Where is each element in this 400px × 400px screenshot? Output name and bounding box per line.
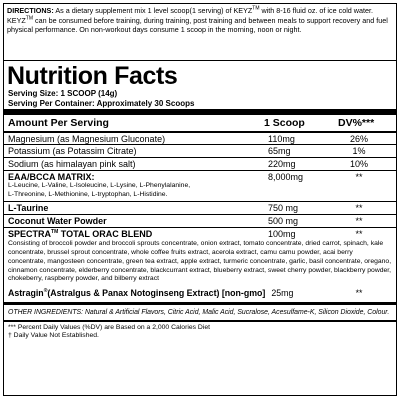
nutrient-name: Coconut Water Powder	[8, 216, 107, 227]
other-ingredients: OTHER INGREDIENTS: Natural & Artificial Flavors, Citric Acid, Malic Acid, Sucralose, Acesulfame-K, Silicon Dioxide, Colour.	[8, 309, 390, 317]
trademark-mark: TM	[252, 5, 260, 12]
serving-size: Serving Size: 1 SCOOP (14g)	[8, 89, 118, 98]
directions-text-c: can be consumed before training, during training, post training and between meals to support recovery and fuel physical performance. On non-workout days consume 1 scoop in the morning, noon or night.	[7, 15, 388, 35]
directions-text	[4, 4, 396, 61]
nutrient-name: Sodium (as himalayan pink salt)	[8, 159, 136, 169]
table-row	[4, 214, 396, 227]
eaa-matrix-row	[4, 170, 396, 201]
spectra-row	[4, 227, 396, 240]
nutrient-amount: 220mg	[268, 159, 296, 169]
nutrient-amount: 110mg	[268, 133, 295, 144]
spectra-amount: 100mg	[268, 229, 296, 240]
supplement-label	[3, 3, 397, 396]
nutrient-dv: 1%	[352, 146, 366, 156]
astragin-name: Astragin®(Astralgus & Panax Notoginseng Extract) [non-gmo]	[8, 288, 266, 299]
spectra-name: SPECTRA™ TOTAL ORAC BLEND	[8, 229, 153, 240]
directions-text-b: with 8-16 fluid oz. of ice cold water. KEYZ	[7, 6, 373, 25]
nutrient-amount: 750 mg	[268, 203, 299, 214]
footnote-daily-values: *** Percent Daily Values (%DV) are Based on a 2,000 Calories Diet	[8, 323, 210, 331]
header-dv: DV%***	[338, 117, 375, 129]
nutrient-name: L-Taurine	[8, 203, 49, 214]
nutrient-dv: 10%	[349, 159, 368, 169]
table-header	[4, 115, 396, 131]
astragin-row	[4, 286, 396, 302]
spectra-dv: **	[355, 229, 363, 240]
eaa-matrix-dv: **	[355, 172, 363, 182]
header-scoop: 1 Scoop	[264, 117, 305, 129]
directions-text-a: As a dietary supplement mix 1 level scoop(1 serving) of KEYZ	[53, 6, 253, 15]
table-row	[4, 131, 396, 144]
eaa-matrix-ingredients-line2: L-Threonine, L-Methionine, L-tryptophan, L-Histidine.	[8, 190, 168, 198]
nutrient-name: Magnesium (as Magnesium Gluconate)	[8, 133, 166, 144]
eaa-matrix-amount: 8,000mg	[268, 172, 304, 182]
table-row	[4, 201, 396, 214]
trademark-mark: TM	[25, 15, 34, 22]
trademark-mark: TM	[51, 229, 59, 236]
nutrition-facts-title: Nutrition Facts	[7, 62, 178, 90]
registered-mark: ®	[43, 288, 48, 295]
nutrient-dv: 26%	[349, 133, 368, 144]
eaa-matrix-name: EAA/BCCA MATRIX:	[8, 172, 95, 182]
nutrient-amount: 500 mg	[268, 216, 299, 227]
footnotes	[4, 322, 396, 343]
footnote-not-established: † Daily Value Not Established.	[8, 332, 99, 340]
servings-per-container: Serving Per Container: Approximately 30 Scoops	[8, 98, 195, 108]
table-row	[4, 157, 396, 170]
astragin-dv: **	[355, 288, 363, 299]
nutrient-dv: **	[355, 203, 363, 214]
nutrient-dv: **	[355, 216, 363, 227]
astragin-amount: 25mg	[271, 288, 294, 299]
eaa-matrix-ingredients-line1: L-Leucine, L-Valine, L-Isoleucine, L-Lysine, L-Phenylalanine,	[8, 182, 191, 189]
table-row	[4, 144, 396, 157]
directions-label: DIRECTIONS:	[7, 6, 54, 15]
spectra-description: Consisting of broccoli powder and broccoli sprouts concentrate, onion extract, tomato concentrate, dried carrot, spinach, kale concentrate, brussel sprout concentrate, whole coffee fruits extract, acerola extract, camu camu powder, acai berry concentrate, mangosteen concentrate, green tea extract, apple extract, turmeric concentrate, garlic, basil concentrate, oregano, cinnamon concentrate, elderberry concentrate, blackcurrant extract, blueberry extract, sweet cherry powder, blackberry powder, chokeberry, raspberry powder, and bilberry extract	[8, 240, 392, 283]
nutrient-amount: 65mg	[268, 146, 291, 156]
header-amount-per-serving: Amount Per Serving	[8, 117, 109, 129]
nutrient-name: Potassium (as Potassim Citrate)	[8, 146, 137, 156]
